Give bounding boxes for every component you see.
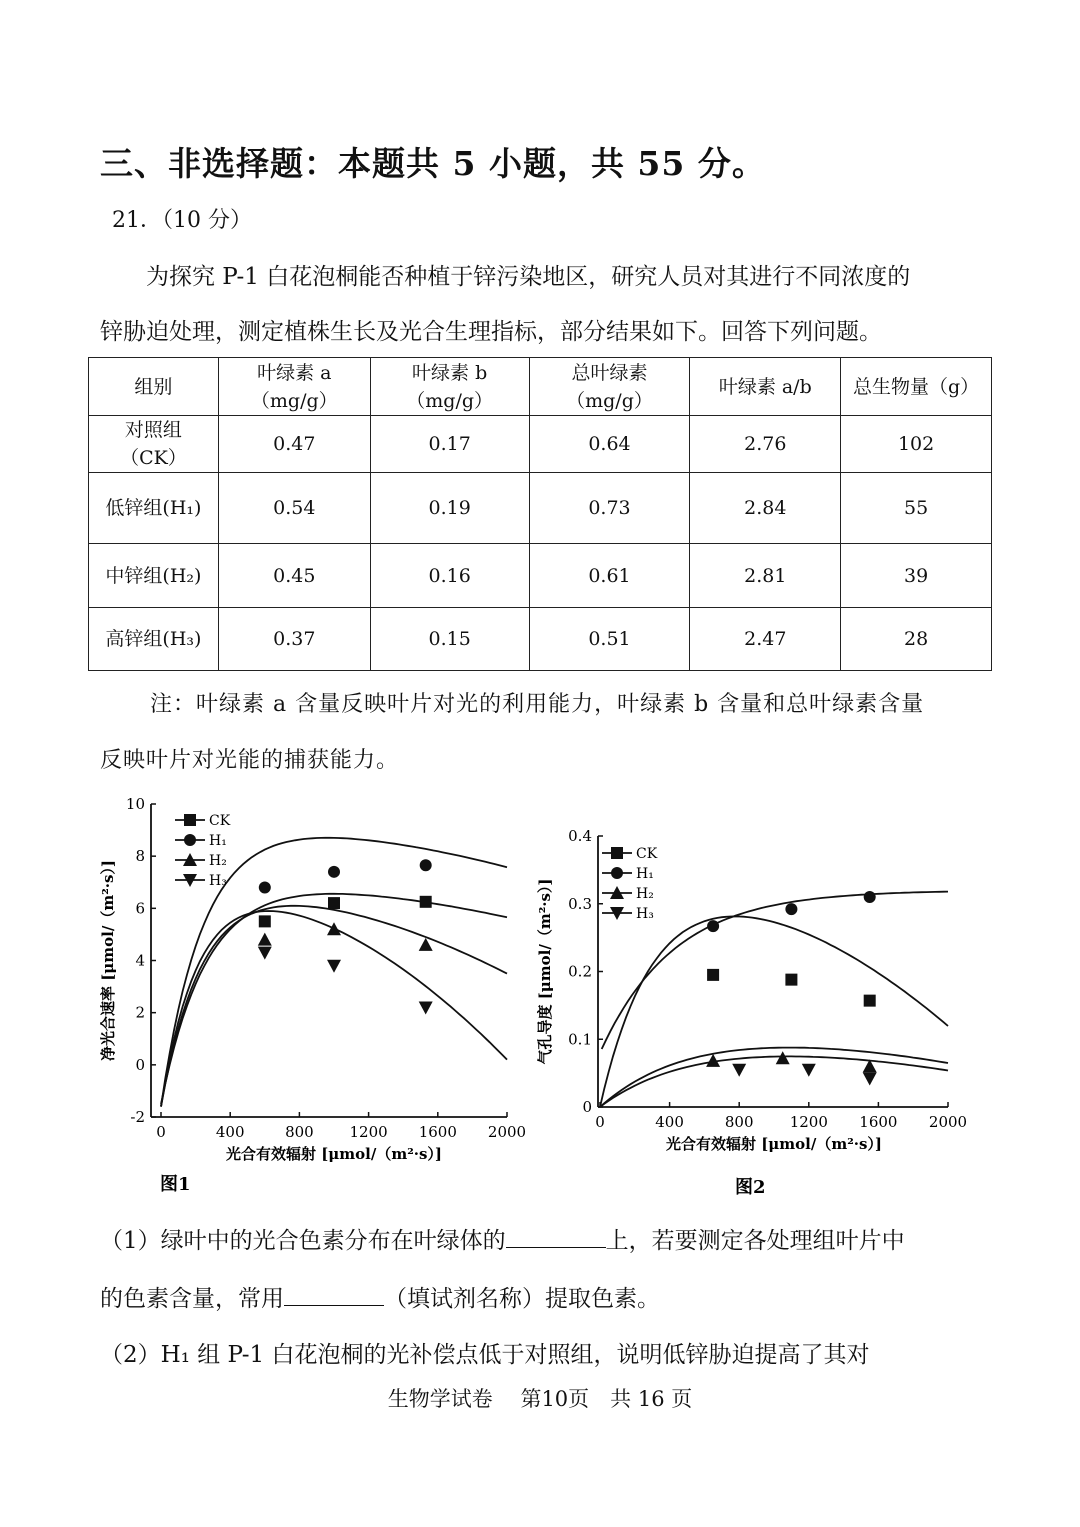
note-line-2: 反映叶片对光能的捕获能力。 bbox=[100, 748, 400, 773]
q1-line-2 bbox=[100, 1280, 990, 1313]
row-group: 低锌组(H₁) bbox=[89, 473, 219, 544]
table-row bbox=[89, 473, 992, 544]
q1-line-1-tail: 上，若要测定各处理组叶片中 bbox=[605, 1228, 905, 1254]
row-chl-a: 0.45 bbox=[218, 544, 370, 608]
y-tick-label: -2 bbox=[130, 1108, 145, 1126]
row-total: 0.73 bbox=[529, 473, 690, 544]
data-point-h1 bbox=[785, 903, 797, 915]
figure-1-chart bbox=[95, 790, 525, 1205]
data-point-ck bbox=[864, 995, 876, 1007]
row-ratio: 2.84 bbox=[690, 473, 841, 544]
legend-label: H₃ bbox=[636, 906, 654, 922]
answer-blank-1[interactable] bbox=[506, 1225, 606, 1248]
x-tick-label: 0 bbox=[156, 1123, 166, 1141]
legend-label: H₁ bbox=[209, 833, 227, 849]
q1-line-1 bbox=[100, 1222, 990, 1255]
y-tick-label: 0.3 bbox=[568, 894, 592, 913]
row-chl-b: 0.19 bbox=[370, 473, 529, 544]
row-group: 中锌组(H₂) bbox=[89, 544, 219, 608]
legend-marker bbox=[611, 867, 623, 879]
question-number bbox=[112, 203, 252, 234]
x-tick-label: 1200 bbox=[789, 1113, 828, 1131]
series-line-h3 bbox=[600, 1056, 948, 1107]
row-chl-a: 0.37 bbox=[218, 608, 370, 671]
section-heading: 三、非选择题：本题共 5 小题，共 55 分。 bbox=[100, 144, 766, 183]
data-point-h2 bbox=[776, 1051, 790, 1064]
row-chl-a: 0.47 bbox=[218, 416, 370, 473]
data-point-h1 bbox=[864, 891, 876, 903]
row-chl-b: 0.15 bbox=[370, 608, 529, 671]
figure-2-plot bbox=[536, 827, 967, 1153]
legend-label: H₂ bbox=[209, 853, 227, 869]
legend-marker bbox=[611, 847, 623, 859]
row-ratio: 2.47 bbox=[690, 608, 841, 671]
y-tick-label: 10 bbox=[125, 795, 145, 813]
table-row bbox=[89, 608, 992, 671]
chlorophyll-table bbox=[88, 357, 992, 671]
x-tick-label: 800 bbox=[724, 1113, 754, 1131]
x-tick-label: 0 bbox=[595, 1113, 605, 1131]
page-footer: 生物学试卷 第10页 共 16 页 bbox=[387, 1387, 693, 1411]
figure-2-title: 图2 bbox=[735, 1177, 766, 1198]
header-biomass: 总生物量（g） bbox=[841, 358, 992, 416]
header-total-chl: 总叶绿素 （mg/g） bbox=[529, 358, 690, 416]
figure-1-title: 图1 bbox=[160, 1174, 191, 1195]
row-chl-a: 0.54 bbox=[218, 473, 370, 544]
row-ratio: 2.76 bbox=[690, 416, 841, 473]
row-group: 对照组 （CK） bbox=[89, 416, 219, 473]
row-chl-b: 0.16 bbox=[370, 544, 529, 608]
table-row bbox=[89, 416, 992, 473]
header-chl-b: 叶绿素 b （mg/g） bbox=[370, 358, 529, 416]
row-total: 0.64 bbox=[529, 416, 690, 473]
data-point-h1 bbox=[328, 866, 340, 878]
data-point-h2 bbox=[258, 933, 272, 946]
y-tick-label: 0.2 bbox=[568, 962, 592, 981]
y-axis-label: 净光合速率 [μmol/（m²·s）] bbox=[99, 859, 117, 1062]
data-point-h3 bbox=[863, 1073, 877, 1086]
y-tick-label: 2 bbox=[135, 1003, 145, 1022]
intro-line-2: 锌胁迫处理，测定植株生长及光合生理指标，部分结果如下。回答下列问题。 bbox=[100, 319, 882, 345]
x-tick-label: 1600 bbox=[859, 1113, 898, 1131]
y-tick-label: 0.1 bbox=[568, 1030, 592, 1049]
data-point-h1 bbox=[707, 920, 719, 932]
row-biomass: 28 bbox=[841, 608, 992, 671]
y-tick-label: 4 bbox=[135, 951, 145, 970]
data-point-ck bbox=[420, 896, 432, 908]
legend-marker bbox=[184, 814, 196, 826]
x-tick-label: 2000 bbox=[928, 1113, 968, 1131]
y-tick-label: 0 bbox=[135, 1055, 145, 1074]
question-score: （10 分） bbox=[162, 208, 252, 233]
legend-label: H₂ bbox=[636, 886, 654, 902]
x-tick-label: 400 bbox=[655, 1113, 684, 1131]
table-row bbox=[89, 544, 992, 608]
table-header-row bbox=[89, 358, 992, 416]
y-axis-label: 气孔导度 [μmol/（m²·s）] bbox=[536, 878, 554, 1065]
series-line-h3 bbox=[161, 911, 507, 1107]
x-axis-label: 光合有效辐射 [μmol/（m²·s）] bbox=[225, 1145, 443, 1163]
data-point-h3 bbox=[802, 1064, 816, 1077]
figure-1-plot bbox=[99, 795, 526, 1163]
intro-line-1: 为探究 P-1 白花泡桐能否种植于锌污染地区，研究人员对其进行不同浓度的 bbox=[146, 264, 911, 290]
legend-label: CK bbox=[209, 813, 231, 829]
q1-line-2-tail: （填试剂名称）提取色素。 bbox=[384, 1286, 660, 1312]
x-tick-label: 400 bbox=[215, 1123, 245, 1141]
q1-line-1-text: （1）绿叶中的光合色素分布在叶绿体的 bbox=[100, 1228, 506, 1254]
x-axis-label: 光合有效辐射 [μmol/（m²·s）] bbox=[665, 1135, 883, 1153]
row-biomass: 55 bbox=[841, 473, 992, 544]
legend-label: H₁ bbox=[636, 866, 654, 882]
legend-label: H₃ bbox=[209, 873, 227, 889]
data-point-h3 bbox=[327, 960, 341, 973]
legend-label: CK bbox=[636, 846, 658, 862]
data-point-h3 bbox=[419, 1001, 433, 1014]
data-point-ck bbox=[707, 969, 719, 981]
row-total: 0.61 bbox=[529, 544, 690, 608]
data-point-h3 bbox=[732, 1064, 746, 1077]
y-tick-label: 6 bbox=[135, 899, 145, 918]
data-point-ck bbox=[785, 974, 797, 986]
x-tick-label: 1600 bbox=[418, 1123, 457, 1141]
row-ratio: 2.81 bbox=[690, 544, 841, 608]
data-point-ck bbox=[328, 897, 340, 909]
row-total: 0.51 bbox=[529, 608, 690, 671]
header-ratio: 叶绿素 a/b bbox=[690, 358, 841, 416]
row-chl-b: 0.17 bbox=[370, 416, 529, 473]
x-tick-label: 2000 bbox=[487, 1123, 527, 1141]
q2-line-1: （2）H₁ 组 P-1 白花泡桐的光补偿点低于对照组，说明低锌胁迫提高了其对 bbox=[100, 1342, 870, 1368]
data-point-h1 bbox=[259, 881, 271, 893]
data-point-h1 bbox=[420, 859, 432, 871]
q1-line-2-text: 的色素含量，常用 bbox=[100, 1286, 284, 1312]
data-point-ck bbox=[259, 915, 271, 927]
y-tick-label: 8 bbox=[135, 847, 145, 866]
question-number-label: 21． bbox=[112, 208, 162, 233]
figure-2-chart bbox=[536, 815, 980, 1200]
row-biomass: 102 bbox=[841, 416, 992, 473]
x-tick-label: 1200 bbox=[349, 1123, 388, 1141]
data-point-h3 bbox=[258, 947, 272, 960]
row-group: 高锌组(H₃) bbox=[89, 608, 219, 671]
series-line-h2 bbox=[161, 906, 507, 1107]
note-line-1: 注：叶绿素 a 含量反映叶片对光的利用能力，叶绿素 b 含量和总叶绿素含量 bbox=[150, 692, 925, 717]
y-tick-label: 0 bbox=[582, 1098, 592, 1116]
x-tick-label: 800 bbox=[285, 1123, 314, 1141]
legend-marker bbox=[184, 834, 196, 846]
row-biomass: 39 bbox=[841, 544, 992, 608]
header-chl-a: 叶绿素 a （mg/g） bbox=[218, 358, 370, 416]
answer-blank-2[interactable] bbox=[284, 1283, 384, 1306]
y-tick-label: 0.4 bbox=[568, 827, 592, 845]
header-group: 组别 bbox=[89, 358, 219, 416]
